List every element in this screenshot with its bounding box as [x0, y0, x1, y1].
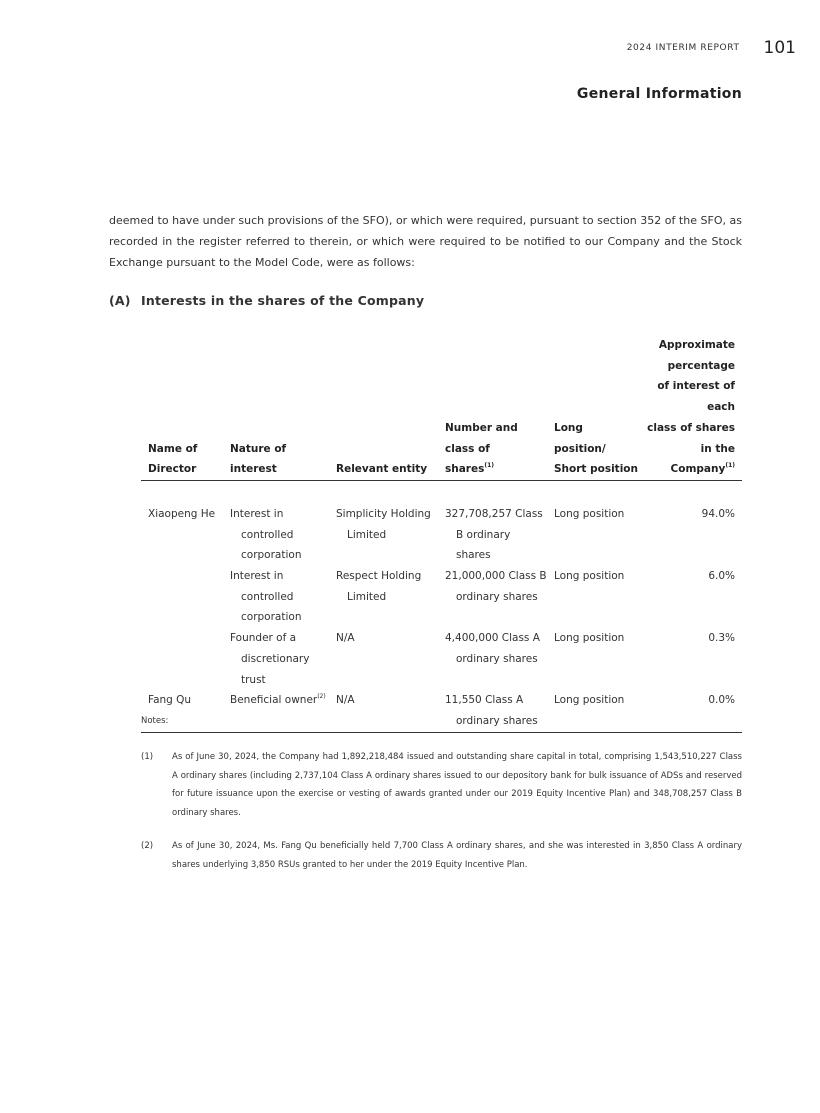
cell-percentage: 0.3%: [708, 632, 735, 645]
cell-shares-text: 11,550 Class A ordinary shares: [445, 694, 538, 727]
cell-shares-text: 327,708,257 Class B ordinary shares: [445, 507, 543, 562]
cell-entity-text: N/A: [336, 694, 355, 707]
header-percentage-line: class of shares: [647, 421, 735, 434]
subsection-title: Interests in the shares of the Company: [141, 293, 425, 308]
cell-percentage: 94.0%: [701, 507, 735, 520]
table-row: [141, 628, 742, 690]
cell-position: Long position: [554, 632, 625, 645]
cell-nature-text: Founder of a discretionary trust: [230, 632, 310, 686]
cell-shares: [438, 480, 547, 566]
cell-position: Long position: [554, 507, 625, 520]
subsection-heading: [109, 293, 424, 308]
cell-entity: [329, 480, 438, 566]
note-item: [141, 837, 742, 874]
intro-paragraph: deemed to have under such provisions of the SFO), or which were required, pursuant to section 352 of the SFO, as recorded in the register referred to therein, or which were required to be notified to our Company and the Stock Exchange pursuant to the Model Code, were as follows:: [109, 214, 742, 269]
header-position-line: Short position: [554, 463, 638, 476]
notes-section: [141, 716, 742, 889]
notes-title: Notes:: [141, 716, 169, 726]
header-position-line: Long position/: [554, 421, 606, 455]
cell-nature: [223, 566, 329, 628]
header-nature-line: Nature of: [230, 442, 287, 455]
interests-table: [141, 335, 742, 733]
header-shares-line: shares: [445, 463, 485, 476]
note-text: As of June 30, 2024, the Company had 1,892,218,484 issued and outstanding share capital in total, comprising 1,543,510,227 Class A ordinary shares (including 2,737,104 Class A ordinary shares issued to our depository bank for bulk issuance of ADSs and reserved for future issuance upon the exercise or vesting of awards granted under our 2019 Equity Incentive Plan) and 348,708,257 Class B ordinary shares.: [172, 752, 742, 818]
cell-shares: [438, 566, 547, 628]
page-number: 101: [763, 38, 796, 58]
cell-entity-text: N/A: [336, 632, 355, 645]
cell-percentage: 6.0%: [708, 570, 735, 583]
header-shares: [438, 335, 547, 480]
cell-nature-text: [230, 690, 329, 711]
table-row: [141, 566, 742, 628]
cell-shares-text: 21,000,000 Class B ordinary shares: [445, 570, 547, 603]
footnote-ref: (1): [725, 462, 735, 470]
subsection-marker: (A): [109, 293, 131, 308]
cell-nature: [223, 480, 329, 566]
note-item: [141, 748, 742, 822]
header-percentage-line: Approximate: [658, 339, 735, 351]
cell-percentage: 0.0%: [638, 690, 742, 732]
cell-director: [141, 566, 223, 628]
cell-nature-text: Interest in controlled corporation: [230, 507, 302, 562]
header-director-line: Name of: [148, 442, 198, 455]
header-percentage-line: of interest of each: [657, 380, 735, 414]
cell-entity-text: Respect Holding Limited: [336, 570, 422, 603]
page-header: [627, 36, 796, 60]
header-nature: [223, 335, 329, 480]
cell-director: [141, 628, 223, 690]
section-title: General Information: [576, 86, 742, 102]
footnote-ref: (2): [317, 693, 326, 701]
cell-director: Fang Qu: [141, 690, 223, 732]
header-entity: [329, 335, 438, 480]
table-header-row: [141, 335, 742, 480]
cell-shares-text: 4,400,000 Class A ordinary shares: [445, 632, 540, 665]
cell-director: Xiaopeng He: [148, 507, 216, 520]
cell-entity: [329, 628, 438, 690]
note-text: As of June 30, 2024, Ms. Fang Qu beneficially held 7,700 Class A ordinary shares, and she was interested in 3,850 Class A ordinary shares underlying 3,850 RSUs granted to her under the 2019 Equity Incentive Plan.: [172, 841, 742, 870]
header-position: [547, 335, 638, 480]
cell-position: Long position: [554, 570, 625, 583]
header-director: [141, 335, 223, 480]
header-percentage: [638, 335, 742, 480]
cell-nature: [223, 628, 329, 690]
header-entity-label: Relevant entity: [336, 463, 428, 476]
header-shares-line: Number and class of: [445, 421, 518, 455]
footnote-ref: (1): [484, 462, 495, 470]
cell-entity: [329, 566, 438, 628]
note-marker: (2): [141, 841, 154, 851]
note-marker: (1): [141, 752, 154, 762]
cell-nature-text: Interest in controlled corporation: [230, 570, 302, 624]
header-percentage-line: in the Company: [670, 442, 735, 476]
cell-position: Long position: [547, 690, 638, 732]
header-percentage-line: percentage: [667, 359, 735, 372]
report-label: 2024 INTERIM REPORT: [626, 43, 740, 53]
cell-entity-text: Simplicity Holding Limited: [336, 507, 431, 541]
header-nature-line: interest: [230, 463, 277, 476]
header-director-line: Director: [148, 463, 197, 476]
cell-nature-label: Beneficial owner: [230, 694, 318, 707]
cell-shares: [438, 628, 547, 690]
table-row: [141, 480, 742, 566]
